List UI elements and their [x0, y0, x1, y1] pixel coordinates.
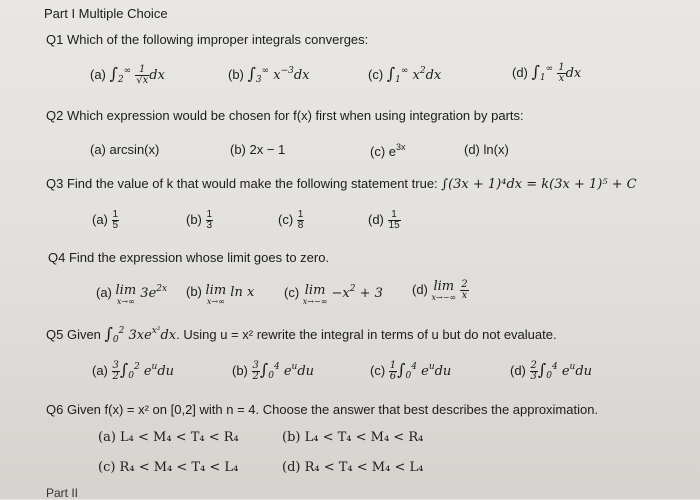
- q1-option-b[interactable]: (b) $\int_3^\infty$ $x^{-3}dx$: [228, 64, 310, 85]
- q6-option-a[interactable]: (a) L₄ < M₄ < T₄ < R₄: [98, 430, 239, 445]
- q4-option-c[interactable]: (c) lim x→−∞ $-x^2 + 3$: [284, 283, 383, 306]
- q2-option-d[interactable]: (d) ln(x): [464, 142, 509, 157]
- q1-option-b-expr: $\int_3^\infty$ $x^{-3}dx$: [247, 64, 310, 85]
- q3-option-c[interactable]: (c) $\frac{1}{8}$: [278, 209, 304, 231]
- q4-option-b[interactable]: (b) lim x→∞ ln x: [186, 283, 255, 306]
- q1-option-a[interactable]: (a) $\int_2^\infty$ $\frac{1}{√x}$ dx: [90, 64, 165, 86]
- q5-option-c[interactable]: (c) $\frac{1}{6}$ $\int_0^4$ $e^udu$: [370, 360, 452, 382]
- q1-option-d[interactable]: (d) $\int_1^\infty$ $\frac{1}{x}$ dx: [512, 62, 582, 84]
- q4-option-d[interactable]: (d) lim x→−∞ $\frac{2}{x}$: [412, 279, 468, 302]
- q6-option-d[interactable]: (d) R₄ < T₄ < M₄ < L₄: [282, 460, 424, 475]
- q6-option-c[interactable]: (c) R₄ < M₄ < T₄ < L₄: [98, 460, 239, 475]
- q2-option-b[interactable]: (b) 2x − 1: [230, 142, 286, 157]
- q2-option-a[interactable]: (a) arcsin(x): [90, 142, 160, 157]
- q2-label: Q2 Which expression would be chosen for f(x) first when using integration by parts:: [46, 108, 524, 123]
- q3-option-b[interactable]: (b) $\frac{1}{3}$: [186, 209, 213, 231]
- q1-option-d-expr: $\int_1^\infty$ $\frac{1}{x}$ dx: [531, 62, 582, 84]
- q1-label: Q1 Which of the following improper integrals converges:: [46, 32, 369, 47]
- q5-option-d[interactable]: (d) $\frac{2}{3}$ $\int_0^4$ $e^udu$: [510, 360, 593, 382]
- q3-option-d[interactable]: (d) $\frac{1}{15}$: [368, 209, 400, 231]
- q4-option-a[interactable]: (a) lim x→∞ $3e^{2x}$: [96, 283, 168, 306]
- q6-option-b[interactable]: (b) L₄ < T₄ < M₄ < R₄: [282, 430, 424, 445]
- q1-option-c-expr: $\int_1^\infty$ $x^2dx$: [386, 64, 442, 85]
- q1-option-c[interactable]: (c) $\int_1^\infty$ $x^2dx$: [368, 64, 442, 85]
- q5-option-b[interactable]: (b) $\frac{3}{2}$ $\int_0^4$ $e^udu$: [232, 360, 315, 382]
- q2-option-c[interactable]: (c) $e^{3x}$: [370, 142, 406, 159]
- part-title: Part I Multiple Choice: [44, 6, 168, 21]
- q5-integral: $\int_0^2$ $3xe^{x^2}dx$: [104, 324, 177, 345]
- q6-label: Q6 Given f(x) = x² on [0,2] with n = 4. Choose the answer that best describes the approximation.: [46, 402, 599, 417]
- q3-option-a[interactable]: (a) $\frac{1}{5}$: [92, 209, 119, 231]
- q4-label: Q4 Find the expression whose limit goes to zero.: [48, 250, 330, 265]
- q5-option-a[interactable]: (a) $\frac{3}{2}$ $\int_0^2$ $e^udu$: [92, 360, 175, 382]
- q1-option-a-expr: $\int_2^\infty$ $\frac{1}{√x}$ dx: [109, 64, 165, 86]
- q3-equation: ∫(3x + 1)⁴dx = k(3x + 1)⁵ + C: [441, 177, 637, 192]
- q5-label: Q5 Given $\int_0^2$ $3xe^{x^2}dx$. Using u = x² rewrite the integral in terms of u but do not evaluate.: [46, 324, 557, 345]
- part-ii-footer: Part II: [46, 486, 79, 500]
- q3-label: Q3 Find the value of k that would make the following statement true: ∫(3x + 1)⁴dx = k(3x + 1)⁵ + C: [46, 176, 637, 192]
